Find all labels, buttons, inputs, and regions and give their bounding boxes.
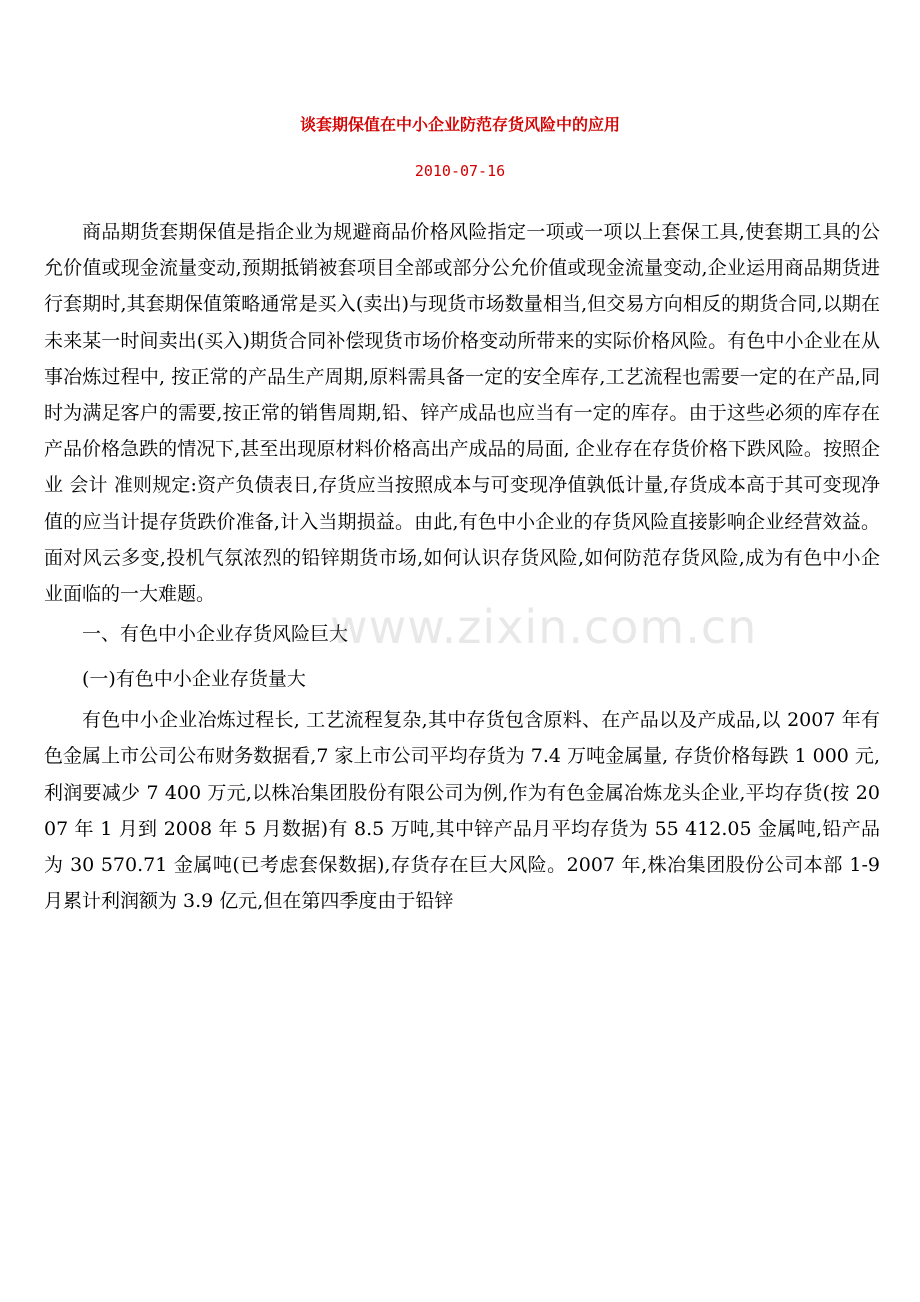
watermark: www.zixin.com.cn bbox=[330, 600, 758, 654]
subsection-paragraph: 有色中小企业冶炼过程长, 工艺流程复杂,其中存货包含原料、在产品以及产成品,以 2007 年有色金属上市公司公布财务数据看,7 家上市公司平均存货为 7.4 万吨金属量, 存货价格每跌 1 000 元,利润要减少 7 400 万元,以株冶集团股份有限公司为例,作为有色金属冶炼龙头企业,平均存货(按 2007 年 1 月到 2008 年 5 月数据)有 8.5 万吨,其中锌产品月平均存货为 55 412.05 金属吨,铅产品为 30 570.71 金属吨(已考虑套保数据),存货存在巨大风险。2007 年,株冶集团股份公司本部 1-9 月累计利润额为 3.9 亿元,但在第四季度由于铅锌 bbox=[44, 709, 880, 913]
subsection-heading: (一)有色中小企业存货量大 bbox=[82, 668, 306, 691]
document-title: 谈套期保值在中小企业防范存货风险中的应用 bbox=[299, 115, 620, 134]
article-body bbox=[44, 214, 880, 919]
intro-paragraph: 商品期货套期保值是指企业为规避商品价格风险指定一项或一项以上套保工具,使套期工具的公允价值或现金流量变动,预期抵销被套项目全部或部分公允价值或现金流量变动,企业运用商品期货进行套期时,其套期保值策略通常是买入(卖出)与现货市场数量相当,但交易方向相反的期货合同,以期在未来某一时间卖出(买入)期货合同补偿现货市场价格变动所带来的实际价格风险。有色中小企业在从事冶炼过程中, 按正常的产品生产周期,原料需具备一定的安全库存,工艺流程也需要一定的在产品,同时为满足客户的需要,按正常的销售周期,铅、锌产成品也应当有一定的库存。由于这些必须的库存在产品价格急跌的情况下,甚至出现原材料价格高出产成品的局面, 企业存在存货价格下跌风险。按照企业 会计 准则规定:资产负债表日,存货应当按照成本与可变现净值孰低计量,存货成本高于其可变现净值的应当计提存货跌价准备,计入当期损益。由此,有色中小企业的存货风险直接影响企业经营效益。面对风云多变,投机气氛浓烈的铅锌期货市场,如何认识存货风险,如何防范存货风险,成为有色中小企业面临的一大难题。 bbox=[44, 221, 880, 606]
publish-date: 2010-07-16 bbox=[414, 162, 506, 180]
section-heading: 一、有色中小企业存货风险巨大 bbox=[82, 623, 349, 646]
